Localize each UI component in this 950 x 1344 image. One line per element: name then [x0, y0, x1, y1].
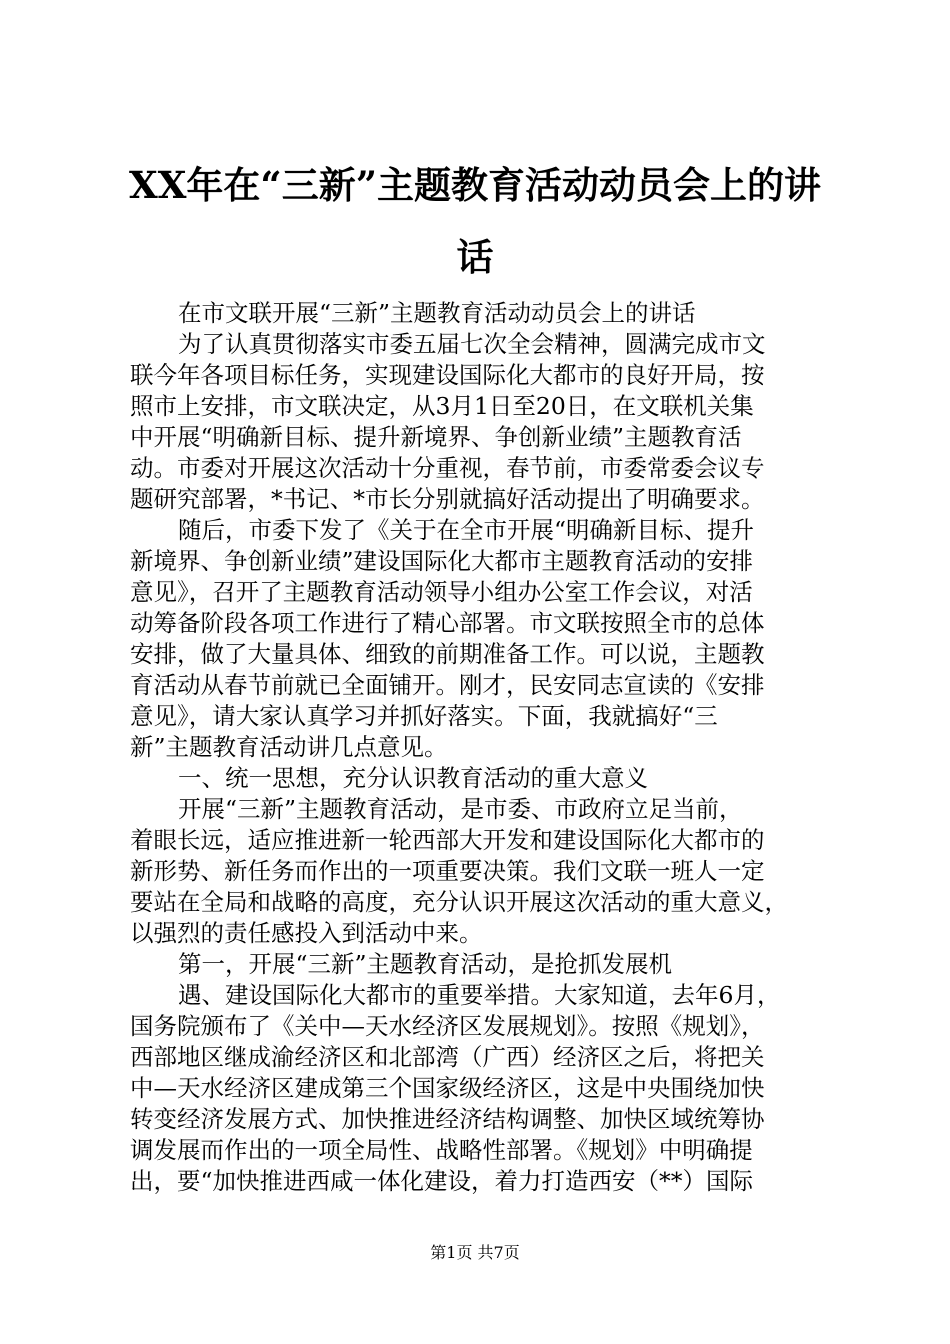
body-line: 育活动从春节前就已全面铺开。刚才，民安同志宣读的《安排: [130, 671, 765, 699]
body-line: 为了认真贯彻落实市委五届七次全会精神，圆满完成市文: [178, 330, 766, 358]
body-line: 一、统一思想，充分认识教育活动的重大意义: [178, 764, 648, 792]
body-line: 新”主题教育活动讲几点意见。: [130, 733, 448, 761]
body-line: 开展“三新”主题教育活动，是市委、市政府立足当前，: [178, 795, 743, 823]
body-line: 以强烈的责任感投入到活动中来。: [130, 919, 483, 947]
body-line: 新形势、新任务而作出的一项重要决策。我们文联一班人一定: [130, 857, 765, 885]
body-line: 在市文联开展“三新”主题教育活动动员会上的讲话: [178, 299, 696, 327]
document-body: [130, 298, 830, 1197]
body-line: 着眼长远，适应推进新一轮西部大开发和建设国际化大都市的: [130, 826, 765, 854]
body-line: 国务院颁布了《关中—天水经济区发展规划》。按照《规划》，: [130, 1012, 765, 1040]
body-line: 题研究部署，*书记、*市长分别就搞好活动提出了明确要求。: [130, 485, 765, 513]
body-line: 安排，做了大量具体、细致的前期准备工作。可以说，主题教: [130, 640, 765, 668]
document-title-line-1: XX年在“三新”主题教育活动动员会上的讲: [129, 163, 821, 207]
body-line: 中开展“明确新目标、提升新境界、争创新业绩”主题教育活: [130, 423, 742, 451]
body-line: 转变经济发展方式、加快推进经济结构调整、加快区域统筹协: [130, 1105, 765, 1133]
body-line: 遇、建设国际化大都市的重要举措。大家知道，去年6月，: [178, 981, 781, 1009]
body-line: 照市上安排，市文联决定，从3月1日至20日，在文联机关集: [130, 392, 754, 420]
body-line: 西部地区继成渝经济区和北部湾（广西）经济区之后，将把关: [130, 1043, 765, 1071]
body-line: 意见》，召开了主题教育活动领导小组办公室工作会议，对活: [130, 578, 753, 606]
body-line: 随后，市委下发了《关于在全市开展“明确新目标、提升: [178, 516, 755, 544]
body-line: 出，要“加快推进西咸一体化建设，着力打造西安（**）国际: [130, 1167, 754, 1195]
body-line: 动。市委对开展这次活动十分重视，春节前，市委常委会议专: [130, 454, 765, 482]
page-footer: 第1页 共7页: [430, 1243, 520, 1262]
body-line: 调发展而作出的一项全局性、战略性部署。《规划》中明确提: [130, 1136, 753, 1164]
document-title-line-2: 话: [456, 235, 494, 279]
body-line: 新境界、争创新业绩”建设国际化大都市主题教育活动的安排: [130, 547, 754, 575]
body-line: 第一，开展“三新”主题教育活动，是抢抓发展机: [178, 950, 673, 978]
body-line: 要站在全局和战略的高度，充分认识开展这次活动的重大意义，: [130, 888, 788, 916]
body-line: 联今年各项目标任务，实现建设国际化大都市的良好开局，按: [130, 361, 765, 389]
body-line: 中—天水经济区建成第三个国家级经济区，这是中央围绕加快: [130, 1074, 765, 1102]
body-line: 动筹备阶段各项工作进行了精心部署。市文联按照全市的总体: [130, 609, 765, 637]
body-line: 意见》，请大家认真学习并抓好落实。下面，我就搞好“三: [130, 702, 718, 730]
